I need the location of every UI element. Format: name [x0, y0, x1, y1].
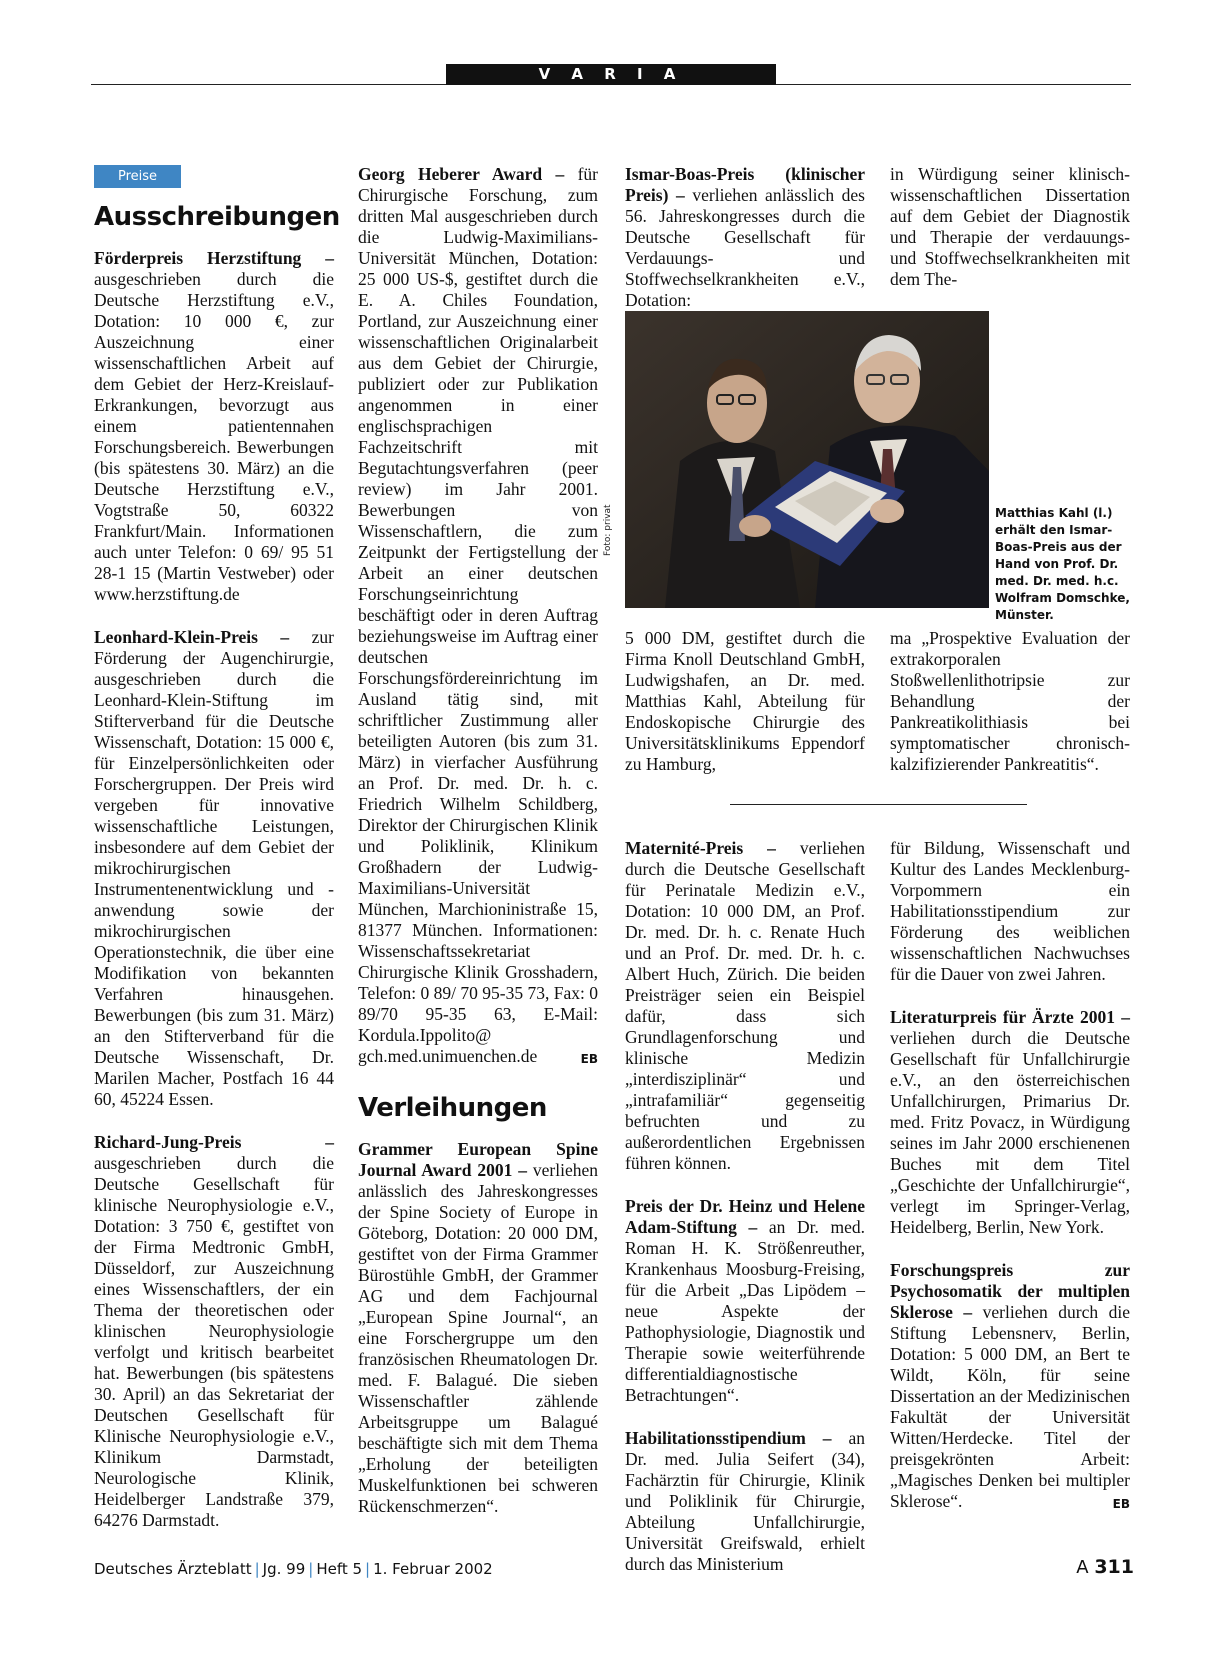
- article-divider: [730, 804, 1027, 805]
- article-grammer-spine-award: [358, 1139, 598, 1517]
- article-continuation: für Bildung, Wissenschaft und Kultur des Landes Mecklenburg-Vorpommern ein Habilitationsstipendium zur Förderung des weiblichen wissenschaftlichen Nachwuchses für die Dauer von zwei Jahren.: [890, 838, 1130, 984]
- page-number-value: 311: [1094, 1556, 1134, 1578]
- article-body: zur Förderung der Augenchirurgie, ausgeschrieben durch die Leonhard-Klein-Stiftung im Stifterverband für die Deutsche Wissenschaft, Dotation: 15 000 €, für Einzelpersönlichkeiten oder Forschergruppen. Der Preis wird vergeben für innovative wissenschaftliche Leistungen, insbesondere auf dem Gebiet der mikrochirurgischen Instrumentenentwicklung und -anwendung sowie der mikrochirurgischen Operationstechnik, die über eine Modifikation von bekannten Verfahren hinausgehen. Bewerbungen (bis zum 31. März) an den Stifterverband für die Deutsche Wissenschaft, Dr. Marilen Macher, Postfach 16 44 60, 45224 Essen.: [94, 627, 334, 1109]
- column-3-top: [625, 164, 865, 311]
- article-literaturpreis: [890, 1007, 1130, 1238]
- article-body: an Dr. med. Roman H. K. Strößenreuther, Krankenhaus Moosburg-Freising, für die Arbeit „Das Lipödem – neue Aspekte der Pathophysiologie, Diagnostik und Therapie sowie weiterführende differentialdiagnostische Betrachtungen“.: [625, 1217, 865, 1405]
- article-body: für Chirurgische Forschung, zum dritten Mal ausgeschrieben durch die Ludwig-Maximilians-Universität München, Dotation: 25 000 US-$, gestiftet durch die E. A. Chiles Foundation, Portland, zur Auszeichnung einer wissenschaftlichen Originalarbeit aus dem Gebiet der Chirurgie, publiziert oder zur Publikation angenommen in einer englischsprachigen Fachzeitschrift mit Begutachtungsverfahren (peer review) im Jahr 2001. Bewerbungen von Wissenschaftlern, die zum Zeitpunkt der Fertigstellung der Arbeit an einer deutschen Forschungseinrichtung beschäftigt oder in deren Auftrag beziehungsweise im Auftrag einer deutschen Forschungsfördereinrichtung im Ausland tätig sind, mit schriftlicher Zustimmung aller beteiligten Autoren (bis zum 31. März) in vierfacher Ausführung an Prof. Dr. med. Dr. h. c. Friedrich Wilhelm Schildberg, Direktor der Chirurgischen Klinik und Poliklinik, Klinikum Großhadern der Ludwig-Maximilians-Universität München, Marchioninistraße 15, 81377 München. Informationen: Wissenschaftssekretariat Chirurgische Klinik Grosshadern, Telefon: 0 89/ 70 95-35 73, Fax: 0 89/70 95-35 63, E-Mail: Kordula.Ippolito@ gch.med.unimuenchen.de: [358, 164, 598, 1066]
- article-forschungspreis-ms: [890, 1260, 1130, 1512]
- issue-date: 1. Februar 2002: [373, 1560, 493, 1578]
- article-body: verliehen anlässlich des Jahreskongresses der Spine Society of Europe in Göteborg, Dotation: 20 000 DM, gestiftet von der Firma Grammer Bürostühle GmbH, der Grammer AG und dem Fachjournal „European Spine Journal“, an eine Forschergruppe um den französischen Rheumatologen Dr. med. F. Balagué. Die sieben Wissenschaftler zählende Arbeitsgruppe um Balagué beschäftigte sich mit dem Thema „Erholung der beteiligten Muskelfunktionen bei schweren Rückenschmerzen“.: [358, 1160, 599, 1516]
- article-continuation: 5 000 DM, gestiftet durch die Firma Knoll Deutschland GmbH, Ludwigshafen, an Dr. med. Matthias Kahl, Abteilung für Endoskopische Chirurgie des Universitätsklinikums Eppendorf zu Hamburg,: [625, 628, 865, 774]
- article-richard-jung-preis: [94, 1132, 334, 1531]
- column-4-bottom: [890, 838, 1130, 1515]
- author-signature: EB: [580, 1052, 598, 1066]
- article-heading: Grammer European Spine Journal Award 2001 –: [358, 1139, 598, 1180]
- column-1: [94, 164, 340, 1531]
- award-photo: [625, 311, 989, 608]
- photo-credit: Foto: privat: [603, 504, 613, 556]
- column-2: [358, 164, 598, 1517]
- article-heading: Leonhard-Klein-Preis –: [94, 627, 290, 647]
- journal-issue: Heft 5: [316, 1560, 363, 1578]
- column-3-mid: [625, 628, 865, 775]
- page-number: [1076, 1556, 1134, 1578]
- page-footer: Deutsches Ärzteblatt | Jg. 99 | Heft 5 | 1. Februar 2002: [94, 1560, 493, 1578]
- article-body: verliehen anlässlich des 56. Jahreskongresses durch die Deutsche Gesellschaft für Verdauungs- und Stoffwechselkrankheiten e.V., Dotation:: [625, 185, 865, 310]
- author-signature: EB: [1112, 1497, 1130, 1511]
- article-body: ausgeschrieben durch die Deutsche Herzstiftung e.V., Dotation: 10 000 €, zur Auszeichnung einer wissenschaftlichen Arbeit auf dem Gebiet der Herz-Kreislauf-Erkrankungen, bevorzugt aus einem patientennahen Forschungsbereich. Bewerbungen (bis spätestens 30. März) an die Deutsche Herzstiftung e.V., Vogtstraße 50, 60322 Frankfurt/Main. Informationen auch unter Telefon: 0 69/ 95 51 28-1 15 (Martin Vestweber) oder www.herzstiftung.de: [94, 269, 334, 604]
- article-leonhard-klein-preis: [94, 627, 334, 1110]
- article-heading: Maternité-Preis –: [625, 838, 776, 858]
- column-4-mid: [890, 628, 1130, 775]
- article-heading: Richard-Jung-Preis –: [94, 1132, 334, 1152]
- article-body: verliehen durch die Deutsche Gesellschaft für Unfallchirurgie e.V., an den österreichischen Unfallchirurgen, Primarius Dr. med. Fritz Povacz, in Würdigung seines im Jahr 2000 erschienenen Buches mit dem Titel „Geschichte der Unfallchirurgie“, verlegt im Springer-Verlag, Heidelberg, Berlin, New York.: [890, 1028, 1130, 1237]
- article-heading: Preis der Dr. Heinz und Helene Adam-Stiftung –: [625, 1196, 865, 1237]
- article-georg-heberer-award: [358, 164, 598, 1067]
- section-tag: Preise: [94, 165, 181, 188]
- article-body: an Dr. med. Julia Seifert (34), Fachärztin für Chirurgie, Klinik und Poliklinik für Chirurgie, Abteilung Unfallchirurgie, Universität Greifswald, erhielt durch das Ministerium: [625, 1428, 865, 1574]
- article-maternite-preis: [625, 838, 865, 1174]
- article-body: ausgeschrieben durch die Deutsche Gesellschaft für klinische Neurophysiologie e.V., Dotation: 3 750 €, gestiftet von der Firma Medtronic GmbH, Düsseldorf, zur Auszeichnung eines Wissenschaftlers, der ein Thema der theoretischen oder klinischen Neurophysiologie verfolgt und kritisch bearbeitet hat. Bewerbungen (bis spätestens 30. April) an das Sekretariat der Deutschen Gesellschaft für Klinische Neurophysiologie e.V., Klinikum Darmstadt, Neurologische Klinik, Heidelberger Landstraße 379, 64276 Darmstadt.: [94, 1153, 334, 1530]
- article-heading: Habilitationsstipendium –: [625, 1428, 832, 1448]
- article-adam-stiftung-preis: [625, 1196, 865, 1406]
- article-body: verliehen durch die Stiftung Lebensnerv, Berlin, Dotation: 5 000 DM, an Bert te Wildt, Köln, für seine Dissertation an der Medizinischen Fakultät der Universität Witten/Herdecke. Titel der preisgekrönten Arbeit: „Magisches Denken bei multipler Sklerose“.: [890, 1302, 1131, 1511]
- article-heading: Georg Heberer Award –: [358, 164, 565, 184]
- section-title-ausschreibungen: Ausschreibungen: [94, 202, 340, 232]
- article-habilitationsstipendium: [625, 1428, 865, 1575]
- journal-name: Deutsches Ärzteblatt: [94, 1560, 252, 1578]
- article-continuation: ma „Prospektive Evaluation der extrakorporalen Stoßwellenlithotripsie zur Behandlung der Pankreatikolithiasis bei symptomatischer chronisch-kalzifizierender Pankreatitis“.: [890, 628, 1130, 774]
- column-4-top: [890, 164, 1130, 290]
- article-heading: Förderpreis Herzstiftung –: [94, 248, 334, 268]
- article-ismar-boas-preis: [625, 164, 865, 311]
- article-heading: Ismar-Boas-Preis (klinischer Preis) –: [625, 164, 865, 205]
- article-continuation: in Würdigung seiner klinisch-wissenschaftlichen Dissertation auf dem Gebiet der Diagnostik und Therapie der verdauungs- und Stoffwechselkrankheiten mit dem The-: [890, 164, 1130, 289]
- article-heading: Forschungspreis zur Psychosomatik der multiplen Sklerose –: [890, 1260, 1130, 1322]
- page-prefix: A: [1076, 1557, 1089, 1578]
- article-heading: Literaturpreis für Ärzte 2001 –: [890, 1007, 1130, 1027]
- journal-volume: Jg. 99: [262, 1560, 306, 1578]
- article-foerderpreis-herzstiftung: [94, 248, 334, 605]
- article-body: verliehen durch die Deutsche Gesellschaft für Perinatale Medizin e.V., Dotation: 10 000 DM, an Prof. Dr. med. Dr. h. c. Renate Huch und an Prof. Dr. med. Dr. h. c. Albert Huch, Zürich. Die beiden Preisträger seien ein Beispiel dafür, dass sich Grundlagenforschung und klinische Medizin „interdisziplinär“ und „intrafamiliär“ gegenseitig befruchten und zu außerordentlichen Ergebnissen führen können.: [625, 838, 865, 1173]
- section-header: V A R I A: [446, 64, 776, 85]
- photo-illustration: [625, 311, 989, 608]
- column-3-bottom: [625, 838, 865, 1575]
- photo-caption: Matthias Kahl (l.) erhält den Ismar-Boas-Preis aus der Hand von Prof. Dr. med. Dr. med. h.c. Wolfram Domschke, Münster.: [995, 506, 1130, 622]
- section-title-verleihungen: Verleihungen: [358, 1093, 547, 1123]
